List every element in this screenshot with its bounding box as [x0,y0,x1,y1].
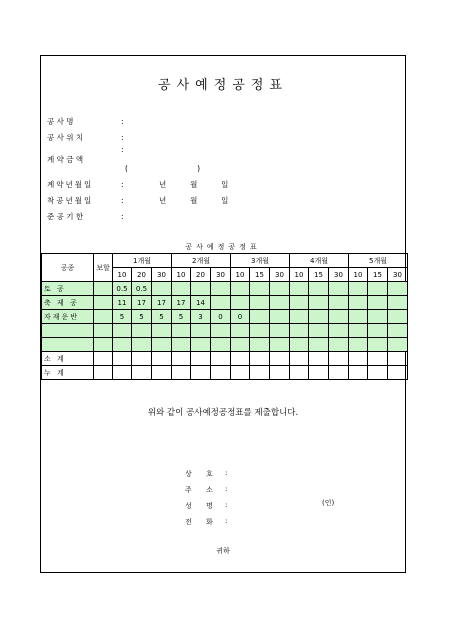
schedule-body [42,282,408,352]
empty-cell [113,366,132,380]
schedule-cell: 0 [231,310,250,324]
empty-cell [94,352,113,366]
work-type-cell: 자재운반 [42,310,94,324]
schedule-cell [349,282,368,296]
schedule-cell [309,296,329,310]
header-weight: 보할 [94,254,113,282]
schedule-cell [349,296,368,310]
schedule-cell [152,324,172,338]
empty-cell [132,352,152,366]
table-row [42,310,408,324]
schedule-cell [368,296,388,310]
header-day: 30 [211,268,231,282]
table-row [42,338,408,352]
submit-statement: 위와 같이 공사예정공정표를 제출합니다. [147,408,299,418]
schedule-cell [250,310,270,324]
header-month: 3개월 [231,254,290,268]
schedule-cell [231,282,250,296]
schedule-cell [250,296,270,310]
empty-cell [309,366,329,380]
empty-cell [270,366,290,380]
sig-colon: : [225,517,228,525]
info-label: 계 약 금 액 [47,155,84,164]
schedule-cell [309,282,329,296]
header-day: 15 [250,268,270,282]
empty-cell [309,352,329,366]
empty-cell [172,366,191,380]
schedule-cell [388,338,408,352]
schedule-cell [211,324,231,338]
empty-cell [152,366,172,380]
schedule-cell: 5 [132,310,152,324]
header-day: 15 [368,268,388,282]
header-month: 2개월 [172,254,231,268]
document-title: 공사예정공정표 [158,78,288,93]
schedule-table [41,253,408,380]
schedule-cell [329,282,349,296]
empty-cell [132,366,152,380]
schedule-cell [172,338,191,352]
empty-cell [94,366,113,380]
schedule-cell [290,324,309,338]
empty-cell [211,352,231,366]
info-label: 준 공 기 한 [47,212,84,221]
sig-label: 성 명 [185,502,219,510]
info-colon: : [121,145,124,154]
schedule-cell [309,324,329,338]
schedule-cell [172,324,191,338]
schedule-cell [211,338,231,352]
schedule-cell [152,282,172,296]
addressee: 귀하 [216,547,230,555]
schedule-cell [329,338,349,352]
header-day: 30 [329,268,349,282]
schedule-cell [152,338,172,352]
schedule-cell: 17 [132,296,152,310]
info-date-fields: 년 월 일 [159,180,229,189]
schedule-cell [191,338,211,352]
empty-cell [172,352,191,366]
header-month: 1개월 [113,254,172,268]
empty-cell [388,366,408,380]
empty-cell [191,352,211,366]
schedule-cell [388,324,408,338]
cumulative-row [42,366,408,380]
info-date-fields: 년 월 일 [159,196,229,205]
header-day: 30 [270,268,290,282]
schedule-cell: 0.5 [113,282,132,296]
schedule-cell [309,310,329,324]
header-month: 4개월 [290,254,349,268]
weight-cell [94,282,113,296]
header-day: 10 [349,268,368,282]
schedule-cell [388,296,408,310]
header-row-months [42,254,408,268]
empty-cell [231,352,250,366]
empty-cell [329,366,349,380]
schedule-cell [250,338,270,352]
sig-colon: : [225,501,228,509]
header-day: 10 [231,268,250,282]
empty-cell [368,352,388,366]
schedule-cell: 5 [113,310,132,324]
schedule-cell [191,282,211,296]
header-day: 10 [290,268,309,282]
work-type-cell: 토 공 [42,282,94,296]
schedule-cell [113,338,132,352]
schedule-cell [270,324,290,338]
form-page [40,55,406,573]
empty-cell [152,352,172,366]
empty-cell [250,366,270,380]
empty-cell [211,366,231,380]
schedule-cell [132,324,152,338]
schedule-cell [250,282,270,296]
info-label: 공 사 위 치 [47,133,84,142]
schedule-cell [191,324,211,338]
empty-cell [191,366,211,380]
info-colon: : [121,180,124,189]
empty-cell [349,352,368,366]
empty-cell [290,366,309,380]
schedule-cell: 5 [172,310,191,324]
info-label: 공 사 명 [47,117,74,126]
info-label: 착공년월일 [47,196,94,205]
weight-cell [94,296,113,310]
header-work-type: 공종 [42,254,94,282]
empty-cell [388,352,408,366]
schedule-cell [349,338,368,352]
sig-label: 주 소 [185,486,219,494]
info-colon: : [121,212,124,221]
schedule-cell [113,324,132,338]
header-day: 15 [309,268,329,282]
schedule-cell [368,310,388,324]
weight-cell [94,324,113,338]
header-day: 20 [132,268,152,282]
schedule-cell [270,282,290,296]
empty-cell [231,366,250,380]
sig-label: 상 호 [185,470,219,478]
schedule-cell [329,296,349,310]
schedule-cell [368,324,388,338]
info-colon: : [121,196,124,205]
schedule-cell [231,338,250,352]
weight-cell [94,338,113,352]
schedule-cell: 14 [191,296,211,310]
schedule-cell [231,296,250,310]
schedule-cell: 17 [152,296,172,310]
schedule-cell [211,296,231,310]
info-label: 계약년월일 [47,180,94,189]
header-day: 20 [191,268,211,282]
schedule-cell: 3 [191,310,211,324]
schedule-cell: 0.5 [132,282,152,296]
schedule-cell [290,296,309,310]
schedule-cell [290,338,309,352]
table-row [42,324,408,338]
schedule-cell [231,324,250,338]
schedule-cell [270,310,290,324]
schedule-cell [309,338,329,352]
schedule-cell [172,282,191,296]
sig-colon: : [225,469,228,477]
schedule-cell [290,310,309,324]
empty-cell [329,352,349,366]
schedule-cell [349,324,368,338]
schedule-cell: 0 [211,310,231,324]
schedule-cell [270,296,290,310]
schedule-cell [368,282,388,296]
header-day: 10 [172,268,191,282]
weight-cell [94,310,113,324]
schedule-cell: 17 [172,296,191,310]
schedule-cell [250,324,270,338]
header-day: 10 [113,268,132,282]
work-type-cell [42,324,94,338]
table-title: 공사예정공정표 [185,243,261,251]
info-colon: : [121,117,124,126]
info-amount-parens: ( ) [125,164,200,173]
table-row [42,282,408,296]
empty-cell [113,352,132,366]
schedule-cell: 11 [113,296,132,310]
schedule-cell [290,282,309,296]
schedule-cell: 5 [152,310,172,324]
subtotal-label: 소 계 [42,352,94,366]
empty-cell [270,352,290,366]
schedule-cell [329,324,349,338]
sig-colon: : [225,485,228,493]
sig-label: 전 화 [185,518,219,526]
header-day: 30 [388,268,408,282]
seal-mark: (인) [322,499,335,507]
empty-cell [250,352,270,366]
schedule-cell [388,310,408,324]
schedule-cell [132,338,152,352]
schedule-cell [211,282,231,296]
schedule-cell [329,310,349,324]
subtotal-row [42,352,408,366]
schedule-cell [368,338,388,352]
table-row [42,296,408,310]
empty-cell [349,366,368,380]
info-colon: : [121,133,124,142]
schedule-cell [349,310,368,324]
header-day: 30 [152,268,172,282]
header-month: 5개월 [349,254,408,268]
cumulative-label: 누 계 [42,366,94,380]
empty-cell [290,352,309,366]
schedule-cell [270,338,290,352]
work-type-cell [42,338,94,352]
work-type-cell: 축 제 공 [42,296,94,310]
empty-cell [368,366,388,380]
schedule-cell [388,282,408,296]
